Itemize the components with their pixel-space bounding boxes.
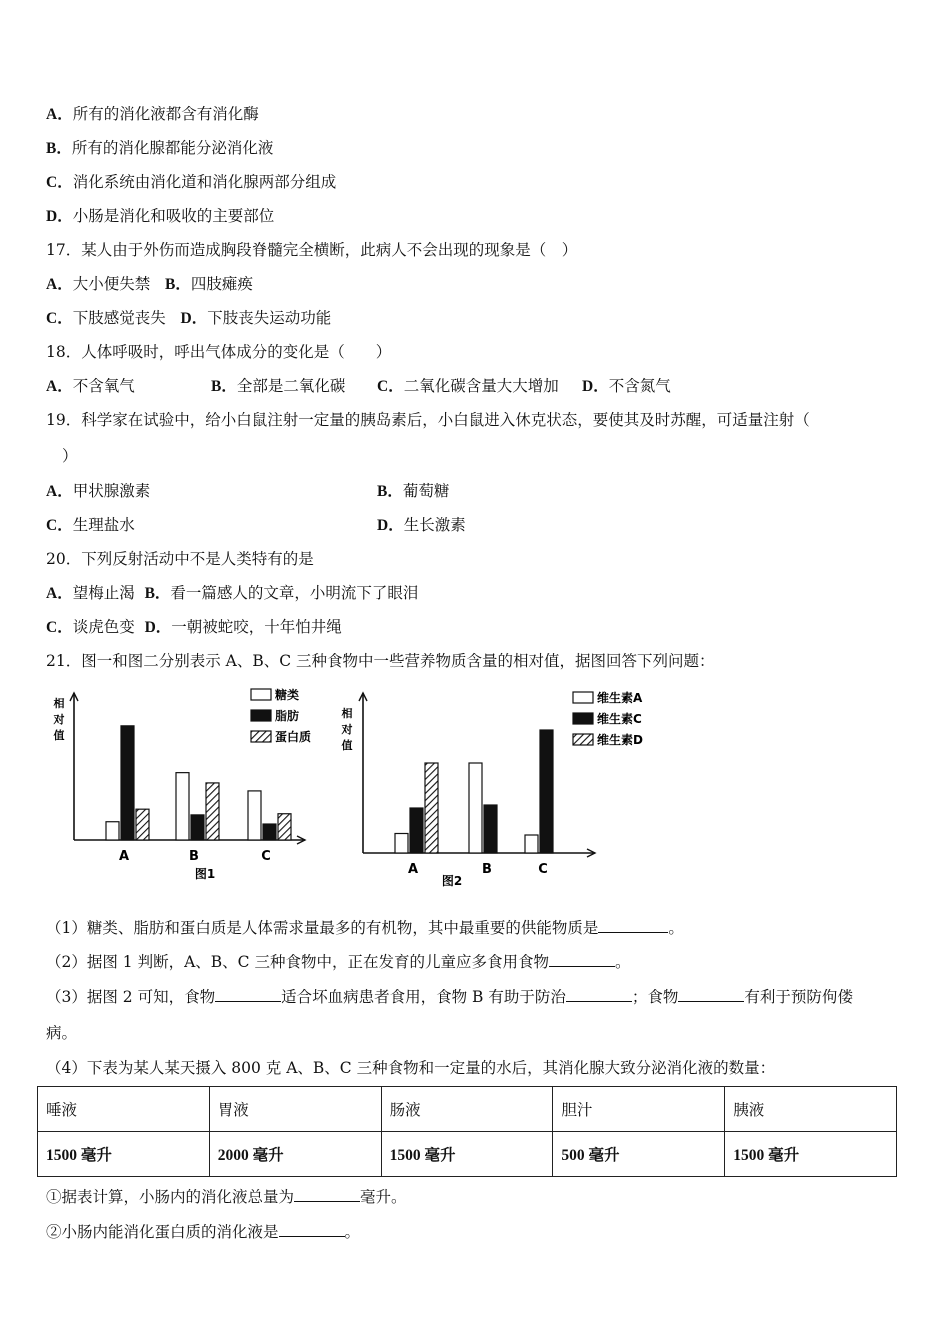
option-text: 甲状腺激素	[72, 482, 151, 500]
q21-after1	[46, 1185, 407, 1207]
after1-end: 毫升。	[360, 1188, 407, 1206]
option-label: A．	[46, 483, 73, 500]
option-label: B．	[144, 585, 171, 602]
bar-蛋白质-B	[206, 783, 219, 840]
sub1-end: 。	[668, 919, 684, 937]
option-text: 葡萄糖	[402, 482, 450, 500]
option-text: 一朝被蛇咬，十年怕井绳	[171, 618, 342, 636]
q21-stem: 21．图一和图二分别表示 A、B、C 三种食物中一些营养物质含量的相对值，据图回答下列问题：	[46, 652, 715, 670]
legend-label: 维生素C	[597, 712, 642, 726]
answer-blank[interactable]	[598, 918, 668, 933]
option-label: B．	[377, 483, 403, 500]
bar-脂肪-A	[121, 726, 134, 840]
option-text: 所有的消化液都含有消化酶	[72, 105, 259, 123]
q16-option-d	[46, 204, 274, 226]
table-header-cell: 唾液	[38, 1087, 210, 1132]
option-label: B．	[46, 140, 72, 157]
answer-blank[interactable]	[294, 1187, 360, 1202]
after2-text: ②小肠内能消化蛋白质的消化液是	[46, 1223, 279, 1241]
option-text: 下肢丧失运动功能	[207, 309, 332, 327]
option-text: 四肢瘫痪	[190, 275, 253, 293]
q16-option-c	[46, 170, 336, 192]
option-label: A．	[46, 106, 73, 123]
q21-sub1	[46, 916, 684, 938]
option-label: A．	[46, 276, 73, 293]
option-label: A．	[46, 378, 73, 395]
table-cell: 1500 毫升	[38, 1132, 210, 1177]
q18-option-a	[46, 374, 135, 396]
q16-option-a	[46, 102, 259, 124]
legend-swatch	[251, 689, 271, 700]
q19-option-a	[46, 479, 150, 501]
sub3-text-a: （3）据图 2 可知，食物	[46, 988, 216, 1006]
option-label: C．	[46, 310, 73, 327]
answer-blank[interactable]	[279, 1222, 345, 1237]
answer-blank[interactable]	[215, 987, 281, 1002]
option-label: C．	[377, 378, 404, 395]
option-label: D．	[180, 310, 208, 327]
sub3-text-b: 适合坏血病患者食用，食物 B 有助于防治	[281, 988, 566, 1006]
option-label: D．	[46, 208, 73, 225]
option-label: B．	[165, 276, 191, 293]
bar-维生素C-C	[540, 730, 553, 853]
option-text: 下肢感觉丧失	[72, 309, 166, 327]
option-label: C．	[46, 619, 73, 636]
x-tick-label: B	[189, 849, 199, 864]
table-header-cell: 胃液	[209, 1087, 381, 1132]
bar-糖类-A	[106, 822, 119, 840]
option-label: C．	[46, 174, 73, 191]
q16-option-b	[46, 136, 273, 158]
chart-title: 图1	[194, 867, 216, 881]
q18-stem: 18．人体呼吸时，呼出气体成分的变化是（ ）	[46, 343, 392, 361]
sub2-text: （2）据图 1 判断，A、B、C 三种食物中，正在发育的儿童应多食用食物	[46, 953, 549, 971]
chart-title: 图2	[441, 874, 463, 888]
q17-stem: 17．某人由于外伤而造成胸段脊髓完全横断，此病人不会出现的现象是（ ）	[46, 241, 578, 259]
x-tick-label: B	[482, 862, 492, 877]
figure-2-chart	[335, 685, 675, 895]
legend-label: 脂肪	[275, 709, 300, 723]
legend-swatch	[573, 713, 593, 724]
y-axis-label: 相	[341, 707, 353, 720]
bar-维生素D-A	[425, 763, 438, 853]
table-header-cell: 胰液	[725, 1087, 897, 1132]
bar-糖类-B	[176, 773, 189, 840]
option-text: 大小便失禁	[72, 275, 151, 293]
q21-sub4: （4）下表为某人某天摄入 800 克 A、B、C 三种食物和一定量的水后，其消化腺大致分泌消化液的数量：	[46, 1059, 776, 1077]
y-axis-label: 对	[341, 723, 353, 736]
bar-维生素A-C	[525, 835, 538, 853]
table-cell: 500 毫升	[553, 1132, 725, 1177]
answer-blank[interactable]	[566, 987, 632, 1002]
option-text: 消化系统由消化道和消化腺两部分组成	[72, 173, 337, 191]
q18-option-c	[377, 374, 559, 396]
table-header-cell: 肠液	[381, 1087, 553, 1132]
option-text: 看一篇感人的文章，小明流下了眼泪	[170, 584, 419, 602]
y-axis-label: 对	[53, 713, 65, 726]
x-tick-label: C	[538, 862, 548, 877]
option-text: 不含氧气	[72, 377, 135, 395]
x-tick-label: A	[118, 849, 130, 864]
q19-option-b	[377, 479, 449, 501]
option-text: 二氧化碳含量大大增加	[403, 377, 559, 395]
bar-脂肪-B	[191, 815, 204, 840]
option-text: 谈虎色变	[72, 618, 135, 636]
legend-swatch	[251, 710, 271, 721]
option-label: D．	[144, 619, 172, 636]
option-label: C．	[46, 517, 73, 534]
table-header-row	[38, 1087, 897, 1132]
option-text: 望梅止渴	[72, 584, 135, 602]
table-cell: 1500 毫升	[725, 1132, 897, 1177]
bar-糖类-C	[248, 791, 261, 840]
answer-blank[interactable]	[678, 987, 744, 1002]
q18-option-d	[582, 374, 671, 396]
q19-option-c	[46, 513, 135, 535]
after1-text: ①据表计算，小肠内的消化液总量为	[46, 1188, 295, 1206]
table-cell: 1500 毫升	[381, 1132, 553, 1177]
bar-脂肪-C	[263, 824, 276, 840]
q21-sub3-end: 病。	[46, 1024, 78, 1042]
option-text: 生理盐水	[72, 516, 135, 534]
y-axis-label: 值	[53, 729, 65, 742]
legend-label: 维生素A	[597, 691, 643, 705]
q18-option-b	[211, 374, 345, 396]
bar-蛋白质-A	[136, 809, 149, 840]
option-label: B．	[211, 378, 237, 395]
option-text: 所有的消化腺都能分泌消化液	[71, 139, 274, 157]
q21-sub3	[46, 985, 853, 1007]
legend-swatch	[573, 734, 593, 745]
q21-sub2	[46, 950, 630, 972]
q17-options-row1	[46, 272, 253, 294]
y-axis-label: 值	[341, 739, 353, 752]
q17-options-row2	[46, 306, 331, 328]
q21-after2	[46, 1220, 360, 1242]
bar-维生素C-B	[484, 805, 497, 853]
sub3-text-d: 有利于预防佝偻	[744, 988, 853, 1006]
table-row	[38, 1132, 897, 1177]
option-label: D．	[377, 517, 404, 534]
q19-option-d	[377, 513, 466, 535]
after2-end: 。	[344, 1223, 361, 1241]
option-label: D．	[582, 378, 609, 395]
sub1-text: （1）糖类、脂肪和蛋白质是人体需求量最多的有机物，其中最重要的供能物质是	[46, 919, 599, 937]
sub2-end: 。	[614, 953, 631, 971]
legend-swatch	[573, 692, 593, 703]
legend-label: 蛋白质	[275, 730, 312, 744]
answer-blank[interactable]	[549, 952, 615, 967]
legend-swatch	[251, 731, 271, 742]
legend-label: 维生素D	[597, 733, 643, 747]
bar-维生素A-A	[395, 834, 408, 854]
bar-维生素C-A	[410, 808, 423, 853]
q19-stem-end: ）	[62, 447, 78, 465]
option-text: 全部是二氧化碳	[236, 377, 346, 395]
option-text: 生长激素	[403, 516, 466, 534]
option-text: 小肠是消化和吸收的主要部位	[72, 207, 275, 225]
option-text: 不含氮气	[608, 377, 671, 395]
q20-options-row2	[46, 615, 342, 637]
sub3-text-c: ；食物	[631, 988, 679, 1006]
x-tick-label: A	[407, 862, 419, 877]
table-header-cell: 胆汁	[553, 1087, 725, 1132]
table-cell: 2000 毫升	[209, 1132, 381, 1177]
figure-1-chart	[50, 685, 340, 895]
option-label: A．	[46, 585, 73, 602]
secretion-table	[37, 1086, 897, 1177]
bar-蛋白质-C	[278, 814, 291, 840]
legend-label: 糖类	[275, 688, 300, 702]
y-axis-label: 相	[53, 697, 65, 710]
q20-options-row1	[46, 581, 418, 603]
bar-维生素A-B	[469, 763, 482, 853]
q20-stem: 20．下列反射活动中不是人类特有的是	[46, 550, 314, 568]
x-tick-label: C	[261, 849, 271, 864]
q19-stem: 19．科学家在试验中，给小白鼠注射一定量的胰岛素后，小白鼠进入休克状态，要使其及时苏醒，可适量注射（	[46, 411, 810, 429]
